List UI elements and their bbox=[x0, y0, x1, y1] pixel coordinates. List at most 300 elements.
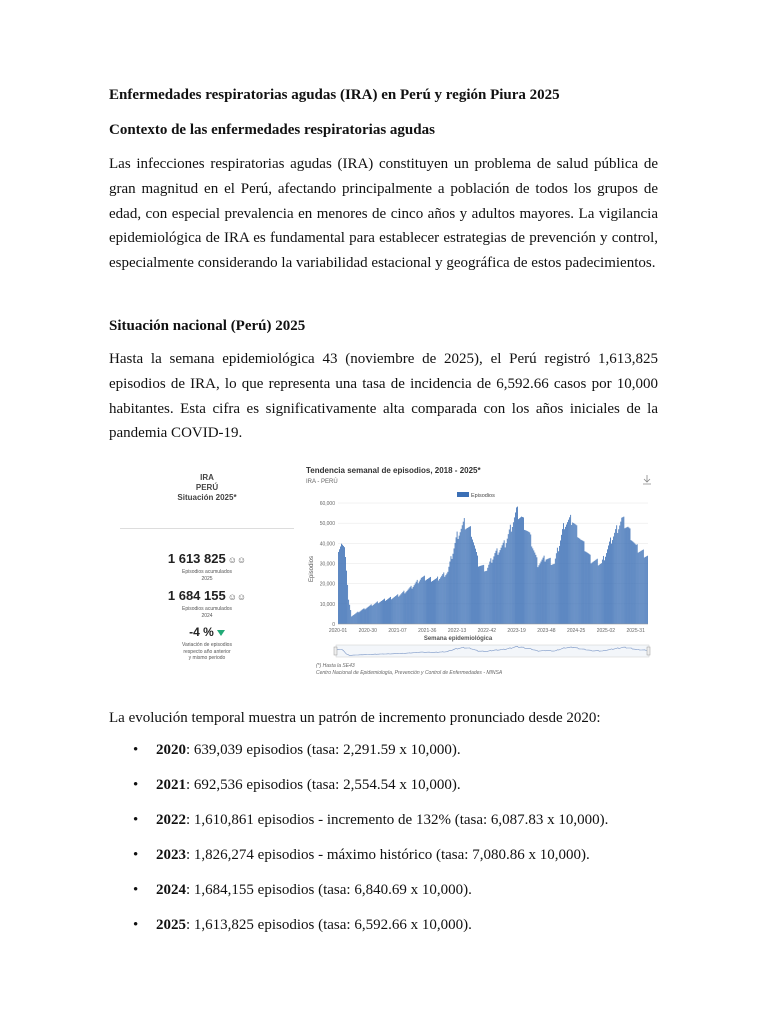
bar bbox=[583, 541, 584, 624]
bar bbox=[548, 559, 549, 624]
bar bbox=[545, 562, 546, 624]
bar bbox=[621, 518, 622, 624]
bar bbox=[614, 533, 615, 624]
people-icon: ☺☺ bbox=[227, 592, 247, 602]
bar bbox=[457, 532, 458, 624]
bar bbox=[444, 577, 445, 624]
bar bbox=[425, 580, 426, 624]
bar bbox=[478, 567, 479, 624]
bar bbox=[586, 552, 587, 624]
x-tick-label: 2021-36 bbox=[418, 628, 437, 634]
bar bbox=[491, 563, 492, 624]
bar bbox=[403, 591, 404, 624]
bar bbox=[551, 565, 552, 624]
bar bbox=[486, 571, 487, 624]
bar bbox=[339, 549, 340, 624]
bar bbox=[554, 564, 555, 624]
bar bbox=[559, 546, 560, 624]
bar bbox=[474, 545, 475, 624]
bar bbox=[451, 556, 452, 624]
bar bbox=[570, 515, 571, 624]
bar bbox=[472, 540, 473, 625]
bar bbox=[523, 517, 524, 624]
bar bbox=[367, 608, 368, 624]
bar bbox=[461, 529, 462, 624]
down-arrow-icon bbox=[217, 630, 225, 636]
bar bbox=[385, 601, 386, 624]
bar bbox=[552, 565, 553, 624]
bar bbox=[641, 551, 642, 624]
bar bbox=[518, 519, 519, 624]
bar bbox=[489, 562, 490, 624]
download-icon[interactable] bbox=[643, 475, 651, 484]
bar bbox=[421, 578, 422, 624]
bar bbox=[380, 602, 381, 624]
bar bbox=[418, 583, 419, 624]
bar bbox=[638, 553, 639, 624]
y-tick-label: 30,000 bbox=[319, 561, 335, 568]
bar bbox=[363, 609, 364, 624]
bar bbox=[644, 557, 645, 624]
bar bbox=[375, 603, 376, 624]
bar bbox=[482, 565, 483, 624]
bar bbox=[576, 525, 577, 624]
bar bbox=[466, 529, 467, 624]
bar bbox=[483, 565, 484, 624]
bar bbox=[575, 524, 576, 624]
bar bbox=[555, 559, 556, 624]
paragraph-context: Las infecciones respiratorias agudas (IRA) constituyen un problema de salud pública de gran magnitud en el Perú, afectando principalmente a población de todos los grupos de edad, con especial prevalencia en menores de cinco años y adultos mayores. La vigilancia epidemiológica de IRA es fundamental para establecer estrategias de prevención y control, especialmente considerando la variabilidad estacional y geográfica de estos padecimientos. bbox=[109, 156, 658, 272]
bar bbox=[428, 578, 429, 624]
bar bbox=[449, 567, 450, 624]
bar bbox=[573, 523, 574, 624]
stat-2024-year: 2024 bbox=[201, 612, 213, 619]
bar bbox=[416, 582, 417, 624]
bar bbox=[646, 556, 647, 624]
legend-label: Episodios bbox=[471, 493, 495, 499]
bar bbox=[509, 529, 510, 624]
bar bbox=[590, 555, 591, 624]
bar bbox=[351, 616, 352, 624]
bar bbox=[538, 567, 539, 624]
bar bbox=[647, 556, 648, 624]
bar bbox=[549, 558, 550, 624]
bar bbox=[589, 554, 590, 624]
bar bbox=[440, 577, 441, 624]
x-tick-label: 2023-19 bbox=[507, 628, 526, 634]
bar bbox=[384, 599, 385, 624]
bar bbox=[434, 580, 435, 624]
bar bbox=[382, 600, 383, 624]
bar bbox=[603, 556, 604, 624]
bar bbox=[639, 552, 640, 624]
bar bbox=[513, 522, 514, 624]
bar bbox=[542, 560, 543, 624]
bar bbox=[345, 557, 346, 624]
bar bbox=[617, 533, 618, 624]
bar bbox=[584, 541, 585, 624]
bar bbox=[546, 560, 547, 624]
bar bbox=[479, 566, 480, 624]
list-item: • 2024: 1,684,155 episodios (tasa: 6,840.69 x 10,000). bbox=[133, 882, 472, 898]
bar bbox=[437, 577, 438, 624]
bar bbox=[505, 547, 506, 624]
legend-swatch bbox=[457, 492, 469, 497]
bar bbox=[378, 603, 379, 624]
bar bbox=[484, 571, 485, 624]
bar bbox=[456, 537, 457, 624]
bar bbox=[406, 592, 407, 624]
x-axis-title: Semana epidemiológica bbox=[423, 636, 493, 642]
bar bbox=[604, 560, 605, 624]
bar bbox=[343, 546, 344, 624]
bar bbox=[609, 542, 610, 624]
bar bbox=[500, 550, 501, 624]
bar bbox=[477, 556, 478, 624]
bar bbox=[492, 560, 493, 624]
bar bbox=[561, 535, 562, 624]
bar bbox=[506, 543, 507, 624]
bar bbox=[539, 565, 540, 624]
bar bbox=[567, 522, 568, 624]
paragraph-national: Hasta la semana epidemiológica 43 (noviembre de 2025), el Perú registró 1,613,825 episodios de IRA, lo que representa una tasa de incidencia de 6,592.66 casos por 10,000 habitantes. Esta cifra es significativamente alta comparada con los años iniciales de la pandemia COVID-19. bbox=[109, 351, 658, 442]
bar bbox=[519, 518, 520, 624]
bar bbox=[578, 538, 579, 624]
bar bbox=[605, 557, 606, 624]
bar bbox=[354, 614, 355, 624]
x-tick-label: 2023-48 bbox=[537, 628, 556, 634]
bar bbox=[431, 582, 432, 624]
x-tick-label: 2024-25 bbox=[566, 628, 586, 634]
bar bbox=[499, 552, 500, 624]
bar bbox=[409, 588, 410, 624]
navigator-handle-left[interactable] bbox=[334, 647, 337, 655]
bar bbox=[435, 579, 436, 624]
bar bbox=[582, 540, 583, 624]
bar bbox=[414, 585, 415, 624]
bar bbox=[392, 598, 393, 624]
variation-label-3: y mismo periodo bbox=[188, 655, 226, 661]
bar bbox=[543, 558, 544, 624]
bar bbox=[619, 525, 620, 624]
bar bbox=[422, 577, 423, 624]
stat-2025-label: Episodios acumulados bbox=[181, 569, 233, 575]
bar bbox=[556, 553, 557, 624]
bar bbox=[389, 598, 390, 624]
bar bbox=[346, 571, 347, 624]
bar bbox=[563, 523, 564, 624]
bar bbox=[433, 580, 434, 624]
bar bbox=[432, 581, 433, 624]
bar bbox=[447, 572, 448, 624]
x-tick-label: 2021-07 bbox=[388, 628, 407, 634]
bar bbox=[402, 592, 403, 624]
bar bbox=[645, 557, 646, 624]
bar bbox=[465, 529, 466, 624]
bar bbox=[585, 551, 586, 624]
bar bbox=[560, 540, 561, 624]
bar bbox=[488, 565, 489, 624]
evolution-intro: La evolución temporal muestra un patrón de incremento pronunciado desde 2020: bbox=[109, 710, 601, 726]
summary-panel bbox=[120, 459, 294, 684]
y-tick-label: 40,000 bbox=[319, 541, 335, 548]
bar bbox=[373, 605, 374, 624]
bar bbox=[535, 555, 536, 624]
section-heading-context: Contexto de las enfermedades respiratorias agudas bbox=[109, 122, 435, 138]
bar bbox=[379, 602, 380, 624]
bar bbox=[591, 563, 592, 624]
bar bbox=[362, 610, 363, 624]
bar bbox=[459, 536, 460, 624]
bar bbox=[598, 565, 599, 624]
bar bbox=[515, 512, 516, 624]
bar bbox=[356, 613, 357, 624]
x-tick-label: 2020-30 bbox=[358, 628, 377, 634]
bar bbox=[390, 597, 391, 624]
bar bbox=[487, 568, 488, 624]
variation-value: -4 % bbox=[189, 625, 214, 639]
bar bbox=[475, 549, 476, 624]
bar bbox=[424, 576, 425, 624]
y-tick-label: 20,000 bbox=[319, 581, 335, 588]
bar bbox=[464, 518, 465, 624]
bar bbox=[394, 597, 395, 624]
bar bbox=[496, 551, 497, 624]
bar bbox=[364, 608, 365, 624]
bar bbox=[442, 574, 443, 624]
y-tick-label: 50,000 bbox=[319, 521, 335, 528]
bar bbox=[353, 615, 354, 624]
bar bbox=[587, 552, 588, 624]
y-tick-label: 60,000 bbox=[319, 501, 335, 507]
bar bbox=[419, 581, 420, 624]
bar bbox=[522, 517, 523, 624]
stat-2024-label: Episodios acumulados bbox=[181, 606, 233, 612]
bar bbox=[415, 583, 416, 624]
bar bbox=[490, 558, 491, 624]
bar bbox=[622, 517, 623, 624]
bar bbox=[642, 550, 643, 624]
list-item: • 2023: 1,826,274 episodios - máximo histórico (tasa: 7,080.86 x 10,000). bbox=[133, 847, 590, 863]
bar bbox=[377, 601, 378, 624]
people-icon: ☺☺ bbox=[227, 555, 247, 565]
bar bbox=[514, 517, 515, 624]
bar bbox=[405, 593, 406, 624]
bar bbox=[528, 532, 529, 624]
bar bbox=[501, 548, 502, 624]
chart-title: Tendencia semanal de episodios, 2018 - 2025* bbox=[306, 466, 481, 475]
bar bbox=[540, 563, 541, 624]
bar bbox=[597, 559, 598, 624]
bar bbox=[592, 563, 593, 624]
bar bbox=[608, 545, 609, 624]
bar bbox=[401, 593, 402, 624]
bar bbox=[534, 553, 535, 624]
bar bbox=[423, 576, 424, 624]
bar bbox=[471, 537, 472, 624]
chart-footnote-2: Centro Nacional de Epidemiología, Prevención y Control de Enfermedades - MINSA bbox=[316, 670, 503, 676]
bar bbox=[516, 507, 517, 624]
bar bbox=[629, 528, 630, 624]
bar bbox=[366, 609, 367, 624]
bar bbox=[462, 525, 463, 624]
bar bbox=[476, 552, 477, 624]
bar bbox=[361, 611, 362, 624]
bar bbox=[565, 527, 566, 624]
bar bbox=[550, 558, 551, 624]
bar bbox=[485, 571, 486, 624]
bar bbox=[620, 522, 621, 624]
bar bbox=[524, 530, 525, 624]
bar bbox=[413, 587, 414, 624]
bar bbox=[349, 605, 350, 624]
bar bbox=[381, 601, 382, 624]
bar bbox=[631, 540, 632, 624]
bar bbox=[558, 551, 559, 624]
bar bbox=[637, 544, 638, 624]
x-tick-label: 2022-13 bbox=[447, 628, 467, 634]
bar bbox=[340, 547, 341, 624]
bar bbox=[610, 538, 611, 624]
bar bbox=[607, 549, 608, 624]
bar bbox=[450, 562, 451, 624]
bar bbox=[588, 553, 589, 624]
bar bbox=[344, 547, 345, 624]
variation-label-2: respecto año anterior bbox=[183, 648, 231, 655]
bar bbox=[452, 559, 453, 624]
stat-2025-year: 2025 bbox=[201, 575, 213, 582]
bar bbox=[520, 517, 521, 624]
bar bbox=[342, 545, 343, 624]
document-title: Enfermedades respiratorias agudas (IRA) en Perú y región Piura 2025 bbox=[109, 87, 560, 103]
bar bbox=[618, 529, 619, 624]
bar bbox=[341, 544, 342, 624]
bar bbox=[438, 580, 439, 624]
bar bbox=[429, 578, 430, 624]
bar bbox=[480, 566, 481, 624]
bar bbox=[611, 544, 612, 624]
bar bbox=[350, 610, 351, 624]
bar bbox=[398, 597, 399, 624]
bar bbox=[495, 553, 496, 624]
bar bbox=[623, 517, 624, 624]
panel-title-1: IRA bbox=[200, 473, 214, 482]
y-axis-title: Episodios bbox=[309, 555, 315, 583]
panel-title-2: PERÚ bbox=[195, 483, 219, 492]
bar bbox=[640, 551, 641, 624]
bar bbox=[368, 607, 369, 624]
variation-label-1: Variación de episodios bbox=[182, 642, 232, 648]
range-navigator[interactable] bbox=[334, 645, 650, 657]
bar bbox=[544, 556, 545, 624]
bar bbox=[600, 564, 601, 624]
bar bbox=[571, 525, 572, 624]
bar bbox=[557, 548, 558, 624]
bar bbox=[393, 598, 394, 624]
bar bbox=[352, 616, 353, 624]
bar bbox=[613, 537, 614, 625]
bar bbox=[616, 525, 617, 624]
bar bbox=[580, 540, 581, 624]
list-item: • 2022: 1,610,861 episodios - incremento de 132% (tasa: 6,087.83 x 10,000). bbox=[133, 812, 609, 828]
panel-title-3: Situación 2025* bbox=[177, 493, 237, 502]
x-tick-label: 2025-31 bbox=[626, 628, 645, 634]
bar bbox=[628, 527, 629, 624]
y-tick-label: 10,000 bbox=[319, 601, 335, 608]
bar bbox=[420, 580, 421, 624]
bar bbox=[579, 539, 580, 624]
stat-2024-value: 1 684 155 bbox=[167, 588, 226, 603]
bar bbox=[531, 546, 532, 624]
bar bbox=[553, 564, 554, 624]
bar bbox=[594, 561, 595, 624]
bar bbox=[593, 562, 594, 624]
bar bbox=[407, 591, 408, 624]
bar bbox=[497, 548, 498, 624]
bar bbox=[458, 539, 459, 624]
bar bbox=[481, 566, 482, 625]
bar bbox=[338, 552, 339, 624]
bar bbox=[473, 542, 474, 624]
bar bbox=[615, 529, 616, 624]
bar bbox=[574, 524, 575, 624]
stat-2025-value: 1 613 825 bbox=[167, 551, 226, 566]
bar bbox=[441, 576, 442, 624]
bar bbox=[446, 573, 447, 624]
bar bbox=[436, 578, 437, 624]
bar bbox=[467, 528, 468, 624]
bar bbox=[625, 528, 626, 624]
y-axis bbox=[320, 501, 336, 628]
bar bbox=[527, 531, 528, 624]
bar bbox=[395, 596, 396, 624]
bar bbox=[469, 527, 470, 624]
bar bbox=[601, 563, 602, 624]
bar bbox=[530, 534, 531, 624]
bar bbox=[386, 600, 387, 624]
x-axis bbox=[329, 624, 648, 634]
bar bbox=[387, 599, 388, 624]
bar bbox=[634, 543, 635, 624]
bar bbox=[510, 525, 511, 624]
bar bbox=[365, 609, 366, 624]
list-item: • 2020: 639,039 episodios (tasa: 2,291.59 x 10,000). bbox=[133, 742, 461, 758]
bar bbox=[507, 539, 508, 624]
bar bbox=[430, 577, 431, 624]
navigator-handle-right[interactable] bbox=[647, 647, 650, 655]
weekly-episodes-chart bbox=[298, 459, 656, 684]
bar bbox=[564, 529, 565, 624]
evolution-list bbox=[109, 738, 608, 948]
bar bbox=[606, 553, 607, 624]
bar bbox=[512, 527, 513, 624]
bar bbox=[562, 529, 563, 624]
bar bbox=[498, 555, 499, 624]
bar bbox=[357, 612, 358, 624]
bar bbox=[503, 543, 504, 624]
bar bbox=[391, 599, 392, 624]
bar bbox=[643, 550, 644, 624]
bar bbox=[468, 527, 469, 624]
bar bbox=[633, 542, 634, 624]
list-item: • 2021: 692,536 episodios (tasa: 2,554.54 x 10,000). bbox=[133, 777, 461, 793]
list-item: • 2025: 1,613,825 episodios (tasa: 6,592.66 x 10,000). bbox=[133, 917, 472, 933]
bar bbox=[408, 590, 409, 624]
bar bbox=[577, 537, 578, 624]
bar bbox=[383, 599, 384, 624]
bar bbox=[635, 544, 636, 624]
bar bbox=[547, 559, 548, 624]
